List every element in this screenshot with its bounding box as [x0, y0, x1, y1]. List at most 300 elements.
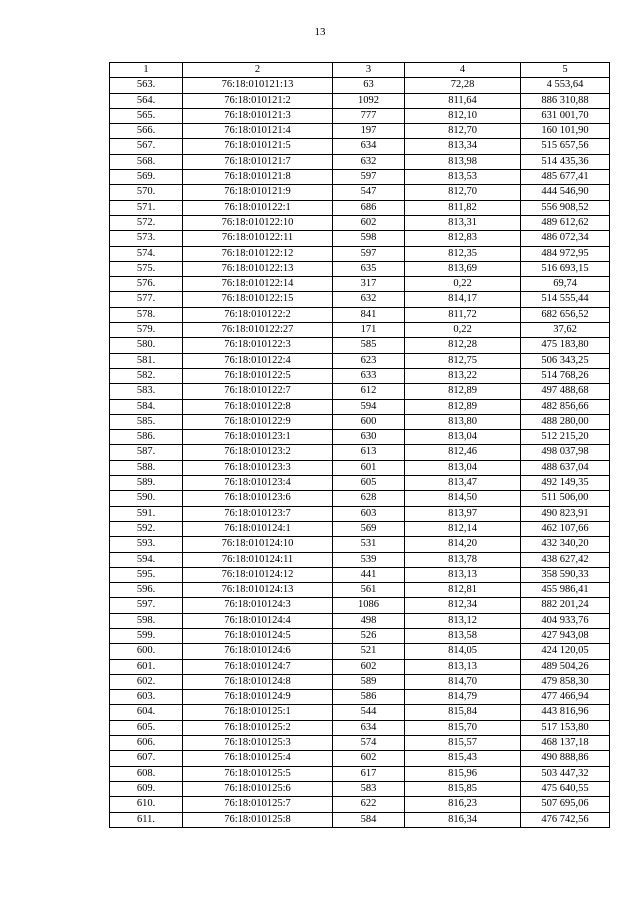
value-4-cell: 815,43	[405, 751, 521, 766]
value-4-cell: 812,70	[405, 185, 521, 200]
column-header-5: 5	[521, 63, 610, 78]
column-header-4: 4	[405, 63, 521, 78]
cadastral-number-cell: 76:18:010125:1	[183, 705, 333, 720]
value-4-cell: 811,72	[405, 307, 521, 322]
cadastral-number-cell: 76:18:010124:6	[183, 644, 333, 659]
value-5-cell: 498 037,98	[521, 445, 610, 460]
row-number-cell: 605.	[110, 720, 183, 735]
table-row	[110, 384, 610, 399]
cadastral-number-cell: 76:18:010123:4	[183, 476, 333, 491]
value-3-cell: 634	[333, 720, 405, 735]
value-4-cell: 814,17	[405, 292, 521, 307]
table-row	[110, 139, 610, 154]
cadastral-number-cell: 76:18:010124:7	[183, 659, 333, 674]
cadastral-number-cell: 76:18:010124:10	[183, 537, 333, 552]
row-number-cell: 594.	[110, 552, 183, 567]
value-5-cell: 506 343,25	[521, 353, 610, 368]
table-row	[110, 736, 610, 751]
cadastral-number-cell: 76:18:010122:2	[183, 307, 333, 322]
value-5-cell: 497 488,68	[521, 384, 610, 399]
row-number-cell: 607.	[110, 751, 183, 766]
table-row	[110, 185, 610, 200]
value-3-cell: 583	[333, 781, 405, 796]
value-3-cell: 632	[333, 292, 405, 307]
value-5-cell: 476 742,56	[521, 812, 610, 827]
value-4-cell: 811,64	[405, 93, 521, 108]
row-number-cell: 590.	[110, 491, 183, 506]
value-4-cell: 812,83	[405, 231, 521, 246]
value-5-cell: 490 888,86	[521, 751, 610, 766]
cadastral-number-cell: 76:18:010123:1	[183, 430, 333, 445]
value-5-cell: 489 612,62	[521, 215, 610, 230]
column-header-3: 3	[333, 63, 405, 78]
cadastral-number-cell: 76:18:010125:6	[183, 781, 333, 796]
value-4-cell: 811,82	[405, 200, 521, 215]
value-5-cell: 556 908,52	[521, 200, 610, 215]
value-5-cell: 492 149,35	[521, 476, 610, 491]
row-number-cell: 567.	[110, 139, 183, 154]
table-row	[110, 766, 610, 781]
value-5-cell: 462 107,66	[521, 521, 610, 536]
row-number-cell: 579.	[110, 323, 183, 338]
value-4-cell: 812,28	[405, 338, 521, 353]
value-4-cell: 815,70	[405, 720, 521, 735]
cadastral-number-cell: 76:18:010124:4	[183, 613, 333, 628]
cadastral-number-cell: 76:18:010121:13	[183, 78, 333, 93]
value-5-cell: 444 546,90	[521, 185, 610, 200]
value-4-cell: 812,89	[405, 384, 521, 399]
table-row	[110, 338, 610, 353]
value-4-cell: 813,13	[405, 659, 521, 674]
cadastral-number-cell: 76:18:010122:27	[183, 323, 333, 338]
row-number-cell: 565.	[110, 108, 183, 123]
value-4-cell: 813,22	[405, 368, 521, 383]
value-3-cell: 585	[333, 338, 405, 353]
row-number-cell: 586.	[110, 430, 183, 445]
value-4-cell: 812,89	[405, 399, 521, 414]
table-row	[110, 613, 610, 628]
value-5-cell: 489 504,26	[521, 659, 610, 674]
table-row	[110, 491, 610, 506]
row-number-cell: 595.	[110, 567, 183, 582]
row-number-cell: 610.	[110, 797, 183, 812]
row-number-cell: 585.	[110, 414, 183, 429]
row-number-cell: 587.	[110, 445, 183, 460]
table-row	[110, 200, 610, 215]
cadastral-number-cell: 76:18:010121:4	[183, 124, 333, 139]
row-number-cell: 566.	[110, 124, 183, 139]
table-row	[110, 78, 610, 93]
cadastral-number-cell: 76:18:010122:14	[183, 277, 333, 292]
cadastral-number-cell: 76:18:010125:4	[183, 751, 333, 766]
value-5-cell: 475 640,55	[521, 781, 610, 796]
row-number-cell: 611.	[110, 812, 183, 827]
table-row	[110, 781, 610, 796]
cadastral-number-cell: 76:18:010122:15	[183, 292, 333, 307]
table-row	[110, 445, 610, 460]
value-5-cell: 160 101,90	[521, 124, 610, 139]
table-row	[110, 674, 610, 689]
value-3-cell: 633	[333, 368, 405, 383]
value-5-cell: 432 340,20	[521, 537, 610, 552]
row-number-cell: 591.	[110, 506, 183, 521]
value-5-cell: 514 435,36	[521, 154, 610, 169]
value-4-cell: 813,98	[405, 154, 521, 169]
value-5-cell: 69,74	[521, 277, 610, 292]
row-number-cell: 599.	[110, 628, 183, 643]
cadastral-number-cell: 76:18:010121:2	[183, 93, 333, 108]
table-row	[110, 170, 610, 185]
table-row	[110, 368, 610, 383]
table-row	[110, 537, 610, 552]
value-5-cell: 4 553,64	[521, 78, 610, 93]
value-4-cell: 812,14	[405, 521, 521, 536]
value-3-cell: 586	[333, 690, 405, 705]
value-5-cell: 631 001,70	[521, 108, 610, 123]
row-number-cell: 573.	[110, 231, 183, 246]
value-3-cell: 605	[333, 476, 405, 491]
value-3-cell: 441	[333, 567, 405, 582]
cadastral-number-cell: 76:18:010124:13	[183, 583, 333, 598]
row-number-cell: 592.	[110, 521, 183, 536]
cadastral-number-cell: 76:18:010121:5	[183, 139, 333, 154]
value-3-cell: 602	[333, 215, 405, 230]
value-3-cell: 197	[333, 124, 405, 139]
value-3-cell: 634	[333, 139, 405, 154]
row-number-cell: 602.	[110, 674, 183, 689]
table-row	[110, 659, 610, 674]
cadastral-number-cell: 76:18:010124:11	[183, 552, 333, 567]
value-3-cell: 594	[333, 399, 405, 414]
table-header-row	[110, 63, 610, 78]
value-3-cell: 1086	[333, 598, 405, 613]
row-number-cell: 568.	[110, 154, 183, 169]
table-row	[110, 628, 610, 643]
row-number-cell: 582.	[110, 368, 183, 383]
cadastral-number-cell: 76:18:010124:9	[183, 690, 333, 705]
value-3-cell: 317	[333, 277, 405, 292]
cadastral-number-cell: 76:18:010124:3	[183, 598, 333, 613]
value-4-cell: 814,20	[405, 537, 521, 552]
value-4-cell: 814,70	[405, 674, 521, 689]
table-row	[110, 353, 610, 368]
value-4-cell: 815,85	[405, 781, 521, 796]
table-row	[110, 690, 610, 705]
value-5-cell: 37,62	[521, 323, 610, 338]
value-4-cell: 814,05	[405, 644, 521, 659]
value-5-cell: 443 816,96	[521, 705, 610, 720]
table-row	[110, 154, 610, 169]
table-row	[110, 215, 610, 230]
row-number-cell: 598.	[110, 613, 183, 628]
value-3-cell: 777	[333, 108, 405, 123]
cadastral-number-cell: 76:18:010124:8	[183, 674, 333, 689]
cadastral-number-cell: 76:18:010125:7	[183, 797, 333, 812]
table-row	[110, 430, 610, 445]
value-3-cell: 602	[333, 659, 405, 674]
value-4-cell: 816,34	[405, 812, 521, 827]
cadastral-number-cell: 76:18:010122:4	[183, 353, 333, 368]
row-number-cell: 596.	[110, 583, 183, 598]
value-5-cell: 516 693,15	[521, 261, 610, 276]
value-5-cell: 424 120,05	[521, 644, 610, 659]
table-row	[110, 720, 610, 735]
table-row	[110, 261, 610, 276]
cadastral-number-cell: 76:18:010124:12	[183, 567, 333, 582]
table-row	[110, 751, 610, 766]
row-number-cell: 601.	[110, 659, 183, 674]
value-3-cell: 521	[333, 644, 405, 659]
row-number-cell: 569.	[110, 170, 183, 185]
table-row	[110, 231, 610, 246]
value-5-cell: 486 072,34	[521, 231, 610, 246]
row-number-cell: 584.	[110, 399, 183, 414]
value-5-cell: 468 137,18	[521, 736, 610, 751]
table-row	[110, 399, 610, 414]
value-3-cell: 544	[333, 705, 405, 720]
value-4-cell: 814,50	[405, 491, 521, 506]
value-5-cell: 507 695,06	[521, 797, 610, 812]
value-5-cell: 477 466,94	[521, 690, 610, 705]
value-3-cell: 601	[333, 460, 405, 475]
value-3-cell: 539	[333, 552, 405, 567]
row-number-cell: 597.	[110, 598, 183, 613]
value-3-cell: 526	[333, 628, 405, 643]
value-5-cell: 886 310,88	[521, 93, 610, 108]
cadastral-number-cell: 76:18:010122:8	[183, 399, 333, 414]
table-row	[110, 323, 610, 338]
row-number-cell: 581.	[110, 353, 183, 368]
value-4-cell: 813,04	[405, 460, 521, 475]
value-4-cell: 812,35	[405, 246, 521, 261]
row-number-cell: 604.	[110, 705, 183, 720]
cadastral-number-cell: 76:18:010125:3	[183, 736, 333, 751]
row-number-cell: 609.	[110, 781, 183, 796]
value-3-cell: 597	[333, 170, 405, 185]
data-table	[109, 62, 610, 828]
row-number-cell: 571.	[110, 200, 183, 215]
row-number-cell: 603.	[110, 690, 183, 705]
value-3-cell: 617	[333, 766, 405, 781]
value-5-cell: 358 590,33	[521, 567, 610, 582]
value-4-cell: 813,69	[405, 261, 521, 276]
row-number-cell: 578.	[110, 307, 183, 322]
value-5-cell: 479 858,30	[521, 674, 610, 689]
value-4-cell: 812,70	[405, 124, 521, 139]
cadastral-number-cell: 76:18:010125:5	[183, 766, 333, 781]
value-5-cell: 512 215,20	[521, 430, 610, 445]
row-number-cell: 600.	[110, 644, 183, 659]
value-5-cell: 488 637,04	[521, 460, 610, 475]
value-5-cell: 438 627,42	[521, 552, 610, 567]
value-5-cell: 427 943,08	[521, 628, 610, 643]
table-row	[110, 644, 610, 659]
table-row	[110, 124, 610, 139]
row-number-cell: 576.	[110, 277, 183, 292]
cadastral-number-cell: 76:18:010123:2	[183, 445, 333, 460]
table-row	[110, 797, 610, 812]
value-3-cell: 589	[333, 674, 405, 689]
value-3-cell: 622	[333, 797, 405, 812]
row-number-cell: 564.	[110, 93, 183, 108]
cadastral-number-cell: 76:18:010123:3	[183, 460, 333, 475]
value-5-cell: 485 677,41	[521, 170, 610, 185]
value-3-cell: 171	[333, 323, 405, 338]
value-3-cell: 630	[333, 430, 405, 445]
row-number-cell: 606.	[110, 736, 183, 751]
row-number-cell: 577.	[110, 292, 183, 307]
value-3-cell: 600	[333, 414, 405, 429]
row-number-cell: 608.	[110, 766, 183, 781]
value-4-cell: 813,80	[405, 414, 521, 429]
value-3-cell: 598	[333, 231, 405, 246]
table-row	[110, 567, 610, 582]
value-4-cell: 812,75	[405, 353, 521, 368]
cadastral-number-cell: 76:18:010122:12	[183, 246, 333, 261]
value-4-cell: 812,34	[405, 598, 521, 613]
value-4-cell: 816,23	[405, 797, 521, 812]
value-4-cell: 812,10	[405, 108, 521, 123]
value-3-cell: 628	[333, 491, 405, 506]
value-3-cell: 612	[333, 384, 405, 399]
value-5-cell: 503 447,32	[521, 766, 610, 781]
table-row	[110, 506, 610, 521]
cadastral-number-cell: 76:18:010121:8	[183, 170, 333, 185]
value-4-cell: 813,31	[405, 215, 521, 230]
cadastral-number-cell: 76:18:010123:7	[183, 506, 333, 521]
value-4-cell: 815,84	[405, 705, 521, 720]
row-number-cell: 583.	[110, 384, 183, 399]
cadastral-number-cell: 76:18:010122:11	[183, 231, 333, 246]
value-5-cell: 514 768,26	[521, 368, 610, 383]
cadastral-number-cell: 76:18:010121:9	[183, 185, 333, 200]
value-5-cell: 682 656,52	[521, 307, 610, 322]
row-number-cell: 563.	[110, 78, 183, 93]
value-3-cell: 531	[333, 537, 405, 552]
value-5-cell: 484 972,95	[521, 246, 610, 261]
value-4-cell: 813,04	[405, 430, 521, 445]
value-5-cell: 490 823,91	[521, 506, 610, 521]
value-4-cell: 813,13	[405, 567, 521, 582]
value-5-cell: 882 201,24	[521, 598, 610, 613]
table-row	[110, 460, 610, 475]
value-3-cell: 597	[333, 246, 405, 261]
value-4-cell: 812,46	[405, 445, 521, 460]
value-4-cell: 813,47	[405, 476, 521, 491]
table-row	[110, 414, 610, 429]
cadastral-number-cell: 76:18:010122:9	[183, 414, 333, 429]
row-number-cell: 574.	[110, 246, 183, 261]
value-4-cell: 72,28	[405, 78, 521, 93]
column-header-2: 2	[183, 63, 333, 78]
row-number-cell: 575.	[110, 261, 183, 276]
column-header-1: 1	[110, 63, 183, 78]
value-3-cell: 623	[333, 353, 405, 368]
cadastral-number-cell: 76:18:010125:8	[183, 812, 333, 827]
table-row	[110, 93, 610, 108]
cadastral-number-cell: 76:18:010122:7	[183, 384, 333, 399]
cadastral-number-cell: 76:18:010121:7	[183, 154, 333, 169]
value-3-cell: 1092	[333, 93, 405, 108]
value-3-cell: 63	[333, 78, 405, 93]
table-row	[110, 812, 610, 827]
table-row	[110, 307, 610, 322]
value-5-cell: 488 280,00	[521, 414, 610, 429]
value-3-cell: 569	[333, 521, 405, 536]
cadastral-number-cell: 76:18:010124:5	[183, 628, 333, 643]
value-3-cell: 574	[333, 736, 405, 751]
table-row	[110, 521, 610, 536]
cadastral-number-cell: 76:18:010125:2	[183, 720, 333, 735]
value-3-cell: 498	[333, 613, 405, 628]
value-4-cell: 813,12	[405, 613, 521, 628]
table-row	[110, 705, 610, 720]
cadastral-number-cell: 76:18:010124:1	[183, 521, 333, 536]
row-number-cell: 580.	[110, 338, 183, 353]
row-number-cell: 593.	[110, 537, 183, 552]
value-5-cell: 482 856,66	[521, 399, 610, 414]
value-4-cell: 813,53	[405, 170, 521, 185]
cadastral-number-cell: 76:18:010122:1	[183, 200, 333, 215]
value-4-cell: 813,58	[405, 628, 521, 643]
row-number-cell: 572.	[110, 215, 183, 230]
value-4-cell: 812,81	[405, 583, 521, 598]
table-row	[110, 246, 610, 261]
value-3-cell: 603	[333, 506, 405, 521]
value-4-cell: 813,78	[405, 552, 521, 567]
cadastral-number-cell: 76:18:010121:3	[183, 108, 333, 123]
table-row	[110, 292, 610, 307]
value-3-cell: 841	[333, 307, 405, 322]
page-number: 13	[314, 26, 326, 38]
table-row	[110, 598, 610, 613]
value-5-cell: 475 183,80	[521, 338, 610, 353]
value-3-cell: 547	[333, 185, 405, 200]
table-row	[110, 552, 610, 567]
value-3-cell: 632	[333, 154, 405, 169]
value-3-cell: 635	[333, 261, 405, 276]
value-3-cell: 613	[333, 445, 405, 460]
value-4-cell: 0,22	[405, 323, 521, 338]
cadastral-number-cell: 76:18:010122:5	[183, 368, 333, 383]
row-number-cell: 589.	[110, 476, 183, 491]
value-5-cell: 511 506,00	[521, 491, 610, 506]
value-4-cell: 813,34	[405, 139, 521, 154]
value-3-cell: 561	[333, 583, 405, 598]
cadastral-number-cell: 76:18:010122:10	[183, 215, 333, 230]
value-4-cell: 813,97	[405, 506, 521, 521]
row-number-cell: 570.	[110, 185, 183, 200]
value-4-cell: 815,96	[405, 766, 521, 781]
table-body	[110, 78, 610, 828]
value-3-cell: 584	[333, 812, 405, 827]
value-3-cell: 686	[333, 200, 405, 215]
value-5-cell: 515 657,56	[521, 139, 610, 154]
value-4-cell: 0,22	[405, 277, 521, 292]
value-5-cell: 455 986,41	[521, 583, 610, 598]
value-3-cell: 602	[333, 751, 405, 766]
value-5-cell: 517 153,80	[521, 720, 610, 735]
value-4-cell: 814,79	[405, 690, 521, 705]
value-4-cell: 815,57	[405, 736, 521, 751]
cadastral-number-cell: 76:18:010122:3	[183, 338, 333, 353]
value-5-cell: 404 933,76	[521, 613, 610, 628]
table-row	[110, 476, 610, 491]
table-row	[110, 277, 610, 292]
table-row	[110, 108, 610, 123]
row-number-cell: 588.	[110, 460, 183, 475]
cadastral-number-cell: 76:18:010122:13	[183, 261, 333, 276]
